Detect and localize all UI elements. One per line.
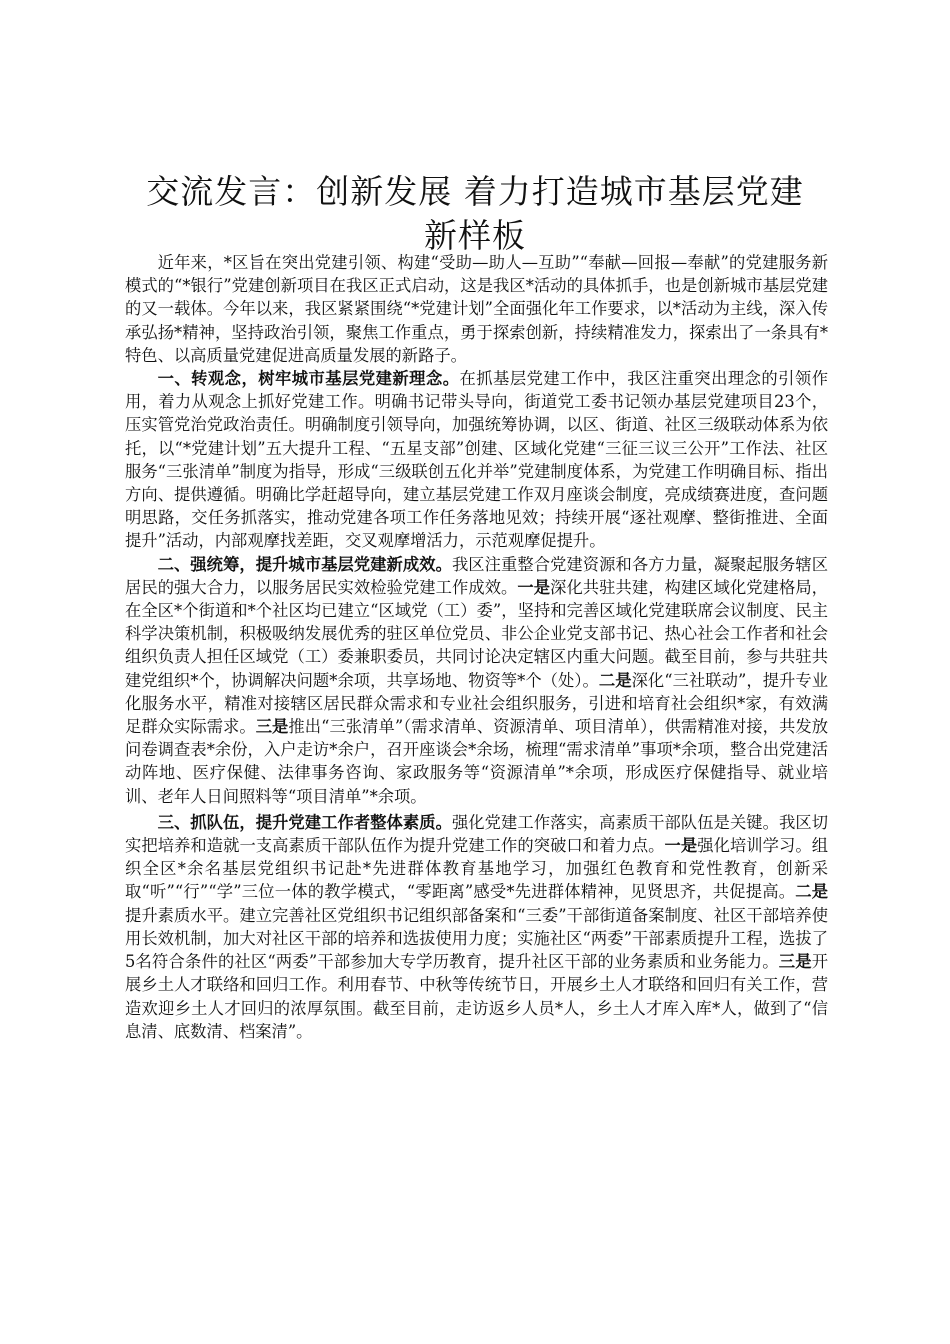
section-2-text-a: 我区注重整合党建资源和各方力量，凝聚起服务辖区居民的强大合力，以服务居民实效检验党建工作成效。 [125,554,828,597]
section-1-paragraph [125,367,828,553]
section-3-paragraph [125,811,828,1043]
section-2-heading: 二、强统筹，提升城市基层党建新成效。 [157,554,452,574]
section-2-text-d: 推出“三张清单”（需求清单、资源清单、项目清单），供需精准对接，共发放问卷调查表*余份，入户走访*余户，召开座谈会*余场，梳理“需求清单”事项*余项，整合出党建活动阵地、医疗保健、法律事务咨询、家政服务等“资源清单”*余项，形成医疗保健指导、就业培训、老年人日间照料等“项目清单”*余项。 [125,717,828,806]
title-line-2: 新样板 [424,216,526,255]
section-3-keyword-2: 二是 [795,882,828,902]
section-3-text-d: 开展乡土人才联络和回归工作。利用春节、中秋等传统节日，开展乡土人才联络和回归有关工作，营造欢迎乡土人才回归的浓厚氛围。截至目前，走访返乡人员*人，乡土人才库入库*人，做到了“信息清、底数清、档案清”。 [125,952,828,1041]
section-1-text: 在抓基层党建工作中，我区注重突出理念的引领作用，着力从观念上抓好党建工作。明确书记带头导向，街道党工委书记领办基层党建项目23个，压实管党治党政治责任。明确制度引领导向，加强统筹协调，以区、街道、社区三级联动体系为依托，以“*党建计划”五大提升工程、“五星支部”创建、区域化党建“三征三议三公开”工作法、社区服务“三张清单”制度为指导，形成“三级联创五化并举”党建制度体系，为党建工作明确目标、指出方向、提供遵循。明确比学赶超导向，建立基层党建工作双月座谈会制度，亮成绩赛进度，查问题明思路，交任务抓落实，推动党建各项工作任务落地见效；持续开展“逐社观摩、整街推进、全面提升”活动，内部观摩找差距，交叉观摩增活力，示范观摩促提升。 [125,369,828,551]
section-3-keyword-3: 三是 [778,952,812,972]
section-1-heading: 一、转观念，树牢城市基层党建新理念。 [157,369,460,389]
intro-paragraph: 近年来，*区旨在突出党建引领、构建“受助—助人—互助”“奉献—回报—奉献”的党建服务新模式的“*银行”党建创新项目在我区正式启动，这是我区*活动的具体抓手，也是创新城市基层党建的又一载体。今年以来，我区紧紧围绕“*党建计划”全面强化年工作要求，以*活动为主线，深入传承弘扬*精神，坚持政治引领，聚焦工作重点，勇于探索创新，持续精准发力，探索出了一条具有*特色、以高质量党建促进高质量发展的新路子。 [125,253,828,365]
section-2-paragraph [125,553,828,808]
title-line-1: 交流发言：创新发展 着力打造城市基层党建 [146,172,804,211]
section-2-text-c: 深化“三社联动”，提升专业化服务水平，精准对接辖区居民群众需求和专业社会组织服务，引进和培育社会组织*家，有效满足群众实际需求。 [125,670,828,737]
document-body [125,251,828,1043]
document-title [120,170,830,258]
section-2-text-b: 深化共驻共建，构建区域化党建格局，在全区*个街道和*个社区均已建立“区域党（工）委”，坚持和完善区域化党建联席会议制度、民主科学决策机制，积极吸纳发展优秀的驻区单位党员、非公企业党支部书记、热心社会工作者和社会组织负责人担任区域党（工）委兼职委员，共同讨论决定辖区内重大问题。截至目前，参与共驻共建党组织*个，协调解决问题*余项，共享场地、物资等*个（处）。 [125,577,828,690]
section-3-text-b: 强化培训学习。组织全区*余名基层党组织书记赴*先进群体教育基地学习，加强红色教育和党性教育，创新采取“听”“行”“学”三位一体的教学模式，“零距离”感受*先进群体精神，见贤思齐，共促提高。 [125,836,828,902]
section-2-keyword-2: 二是 [598,670,632,690]
section-2-keyword-3: 三是 [255,717,289,737]
section-2-keyword-1: 一是 [517,577,551,597]
section-3-keyword-1: 一是 [664,836,698,856]
section-3-heading: 三、抓队伍，提升党建工作者整体素质。 [157,812,452,832]
section-3-text-a: 强化党建工作落实，高素质干部队伍是关键。我区切实把培养和造就一支高素质干部队伍作为提升党建工作的突破口和着力点。 [125,812,828,856]
section-3-text-c: 提升素质水平。建立完善社区党组织书记组织部备案和“三委”干部街道备案制度、社区干部培养使用长效机制，加大对社区干部的培养和选拔使用力度；实施社区“两委”干部素质提升工程，选拔了5名符合条件的社区“两委”干部参加大专学历教育，提升社区干部的业务素质和业务能力。 [125,905,828,972]
